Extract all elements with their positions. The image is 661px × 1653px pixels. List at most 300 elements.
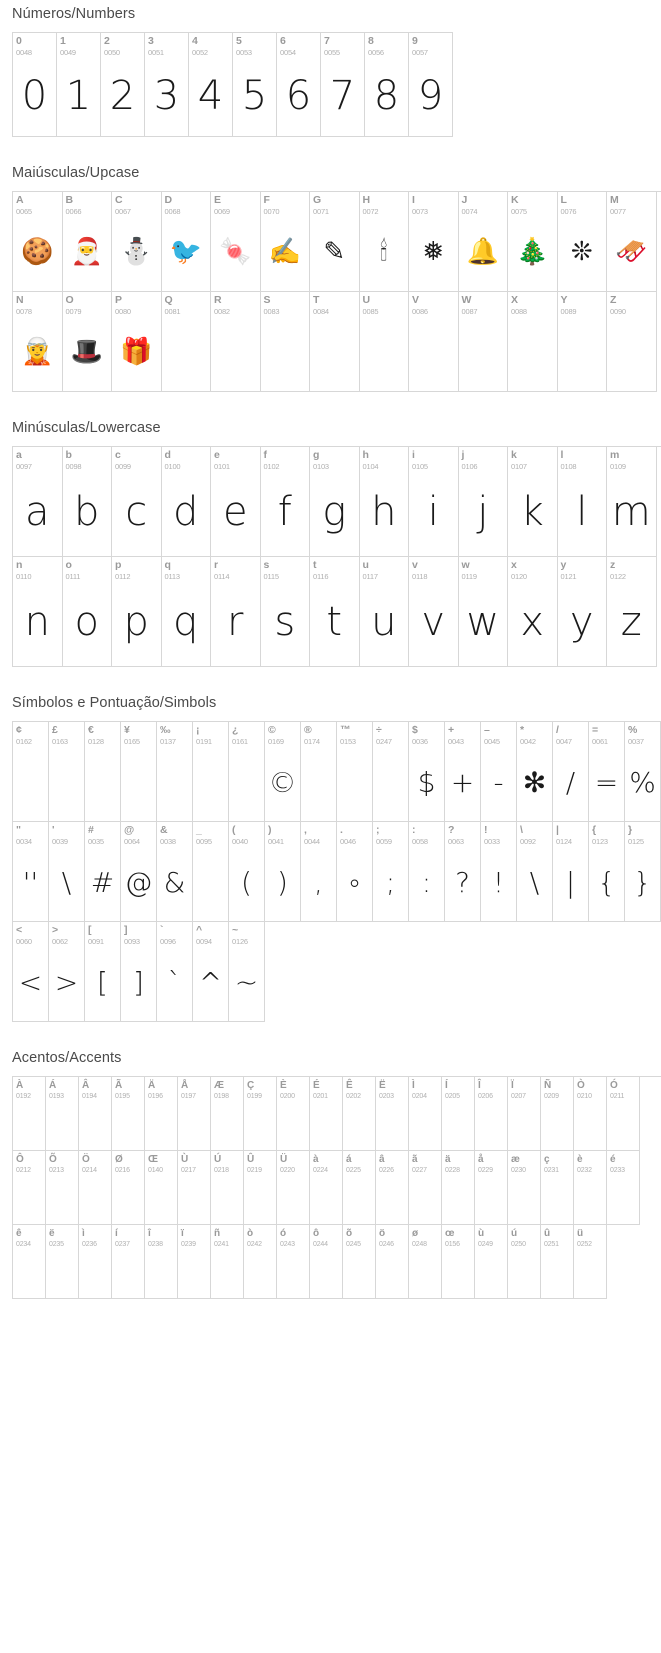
glyph-preview — [277, 1249, 309, 1297]
glyph-cell[interactable] — [574, 1077, 607, 1151]
glyph-code-label: 0121 — [560, 572, 577, 581]
glyph-cell[interactable] — [145, 1151, 178, 1225]
glyph-code-label: 0089 — [560, 307, 577, 316]
glyph-cell[interactable] — [157, 822, 193, 922]
glyph-cell[interactable] — [409, 722, 445, 822]
glyph-cell[interactable] — [376, 1077, 409, 1151]
glyph-cell[interactable] — [321, 33, 365, 137]
glyph-code-label: 0224 — [313, 1167, 328, 1174]
glyph-code-label: 0118 — [412, 572, 428, 581]
glyph-cell[interactable] — [162, 447, 212, 557]
glyph-cell[interactable] — [475, 1225, 508, 1299]
glyph-cell[interactable] — [607, 447, 657, 557]
glyph-cell[interactable] — [162, 192, 212, 292]
glyph-cell[interactable] — [459, 292, 509, 392]
glyph-cell[interactable] — [13, 292, 63, 392]
glyph-preview: 🕯 — [380, 236, 388, 267]
glyph-preview: % — [629, 765, 656, 799]
glyph-code-label: 0204 — [412, 1093, 427, 1100]
glyph-cell[interactable] — [261, 447, 311, 557]
glyph-cell[interactable] — [459, 447, 509, 557]
glyph-cell[interactable] — [13, 822, 49, 922]
glyph-cell[interactable] — [277, 1151, 310, 1225]
glyph-cell[interactable] — [376, 1151, 409, 1225]
glyph-code-label: 0250 — [511, 1241, 526, 1248]
glyph-cell[interactable] — [365, 33, 409, 137]
glyph-char-label: ø — [412, 1228, 419, 1239]
glyph-code-label: 0122 — [610, 572, 626, 581]
glyph-cell[interactable] — [46, 1225, 79, 1299]
glyph-cell[interactable] — [409, 192, 459, 292]
glyph-cell[interactable] — [589, 722, 625, 822]
glyph-cell[interactable] — [244, 1225, 277, 1299]
glyph-code-label: 0046 — [340, 837, 356, 846]
glyph-cell[interactable] — [607, 192, 657, 292]
glyph-cell[interactable] — [63, 447, 113, 557]
glyph-cell[interactable] — [409, 1151, 442, 1225]
glyph-cell[interactable] — [79, 1077, 112, 1151]
glyph-cell[interactable] — [85, 922, 121, 1022]
glyph-cell[interactable] — [178, 1151, 211, 1225]
glyph-cell[interactable] — [558, 292, 608, 392]
glyph-char-label: c — [115, 449, 121, 461]
glyph-preview — [376, 1175, 408, 1223]
glyph-code-label: 0074 — [461, 207, 478, 216]
glyph-cell[interactable] — [277, 1077, 310, 1151]
glyph-code-label: 0055 — [324, 48, 340, 57]
glyph-cell[interactable] — [261, 192, 311, 292]
glyph-preview — [475, 1175, 507, 1223]
glyph-char-label: * — [520, 724, 525, 736]
glyph-code-label: 0086 — [412, 307, 428, 316]
glyph-cell[interactable] — [445, 722, 481, 822]
glyph-cell[interactable] — [112, 557, 162, 667]
glyph-cell[interactable] — [244, 1077, 277, 1151]
glyph-preview: 🔔 — [466, 237, 499, 267]
glyph-cell[interactable] — [625, 722, 661, 822]
glyph-cell[interactable] — [459, 192, 509, 292]
glyph-cell[interactable] — [193, 822, 229, 922]
glyph-char-label: D — [164, 194, 173, 206]
glyph-cell[interactable] — [481, 822, 517, 922]
glyph-cell[interactable] — [409, 447, 459, 557]
glyph-cell[interactable] — [211, 1151, 244, 1225]
glyph-cell[interactable] — [574, 1225, 607, 1299]
glyph-code-label: 0053 — [236, 48, 252, 57]
glyph-preview: 🎅 — [70, 237, 103, 267]
glyph-cell[interactable] — [13, 557, 63, 667]
glyph-cell[interactable] — [607, 1151, 640, 1225]
glyph-code-label: 0227 — [412, 1167, 427, 1174]
glyph-cell[interactable] — [301, 822, 337, 922]
glyph-preview: + — [450, 765, 475, 799]
glyph-char-label: Í — [445, 1080, 448, 1091]
glyph-cell[interactable] — [211, 192, 261, 292]
glyph-preview — [508, 316, 557, 388]
glyph-cell[interactable] — [121, 822, 157, 922]
glyph-preview: p — [123, 599, 149, 645]
glyph-cell[interactable] — [162, 292, 212, 392]
glyph-char-label: L — [560, 194, 567, 206]
glyph-cell[interactable] — [244, 1151, 277, 1225]
glyph-cell[interactable] — [277, 33, 321, 137]
glyph-char-label: \ — [520, 824, 523, 836]
glyph-code-label: 0162 — [16, 737, 32, 746]
glyph-char-label: ñ — [214, 1228, 221, 1239]
glyph-char-label: i — [412, 449, 415, 461]
glyph-code-label: 0083 — [263, 307, 280, 316]
glyph-cell[interactable] — [553, 722, 589, 822]
glyph-char-label: o — [65, 559, 72, 571]
glyph-char-label: ó — [280, 1228, 287, 1239]
glyph-code-label: 0048 — [16, 48, 32, 57]
glyph-cell[interactable] — [178, 1225, 211, 1299]
glyph-cell[interactable] — [376, 1225, 409, 1299]
glyph-cell[interactable] — [193, 722, 229, 822]
glyph-cell[interactable] — [508, 1225, 541, 1299]
glyph-cell[interactable] — [261, 557, 311, 667]
glyph-code-label: 0165 — [124, 737, 140, 746]
glyph-code-label: 0106 — [461, 462, 478, 471]
glyph-preview: k — [520, 489, 544, 535]
glyph-cell[interactable] — [13, 1225, 46, 1299]
glyph-cell[interactable] — [607, 557, 657, 667]
glyph-cell[interactable] — [409, 822, 445, 922]
glyph-preview — [376, 1249, 408, 1297]
glyph-code-label: 0191 — [196, 737, 212, 746]
glyph-code-label: 0245 — [346, 1241, 361, 1248]
glyph-cell[interactable] — [79, 1151, 112, 1225]
glyph-preview — [607, 1101, 639, 1149]
glyph-cell[interactable] — [229, 822, 265, 922]
glyph-cell[interactable] — [85, 822, 121, 922]
glyph-preview — [46, 1249, 78, 1297]
glyph-preview — [49, 746, 84, 818]
glyph-cell[interactable] — [211, 557, 261, 667]
glyph-cell[interactable] — [13, 1151, 46, 1225]
glyph-cell[interactable] — [574, 1151, 607, 1225]
glyph-code-label: 0099 — [115, 462, 131, 471]
glyph-cell[interactable] — [145, 1077, 178, 1151]
glyph-preview: 8 — [373, 73, 400, 119]
glyph-preview — [112, 1101, 144, 1149]
glyph-cell[interactable] — [508, 292, 558, 392]
glyph-cell[interactable] — [229, 722, 265, 822]
glyph-cell[interactable] — [261, 292, 311, 392]
glyph-code-label: 0114 — [214, 572, 230, 581]
glyph-char-label: ‰ — [160, 724, 171, 736]
glyph-cell[interactable] — [13, 1077, 46, 1151]
glyph-cell[interactable] — [360, 292, 410, 392]
glyph-code-label: 0201 — [313, 1093, 328, 1100]
glyph-code-label: 0093 — [124, 937, 140, 946]
glyph-code-label: 0088 — [511, 307, 527, 316]
glyph-cell[interactable] — [265, 822, 301, 922]
glyph-cell[interactable] — [337, 722, 373, 822]
glyph-cell[interactable] — [162, 557, 212, 667]
glyph-preview — [229, 746, 264, 818]
glyph-preview — [459, 316, 508, 388]
glyph-char-label: ç — [544, 1154, 550, 1165]
glyph-cell[interactable] — [310, 1151, 343, 1225]
glyph-cell[interactable] — [310, 192, 360, 292]
glyph-char-label: m — [610, 449, 620, 461]
glyph-code-label: 0243 — [280, 1241, 295, 1248]
glyph-cell[interactable] — [481, 722, 517, 822]
glyph-cell[interactable] — [517, 722, 553, 822]
glyph-char-label: e — [214, 449, 220, 461]
glyph-cell[interactable] — [541, 1151, 574, 1225]
glyph-cell[interactable] — [265, 722, 301, 822]
glyph-cell[interactable] — [13, 192, 63, 292]
glyph-preview: d — [173, 489, 199, 535]
glyph-char-label: ÷ — [376, 724, 382, 736]
glyph-cell[interactable] — [508, 447, 558, 557]
glyph-cell[interactable] — [49, 822, 85, 922]
glyph-cell[interactable] — [607, 1077, 640, 1151]
glyph-cell[interactable] — [475, 1151, 508, 1225]
glyph-cell[interactable] — [211, 447, 261, 557]
glyph-preview — [121, 746, 156, 818]
glyph-preview — [145, 1249, 177, 1297]
glyph-cell[interactable] — [360, 557, 410, 667]
glyph-code-label: 0235 — [49, 1241, 64, 1248]
glyph-char-label: Å — [181, 1080, 189, 1091]
glyph-char-label: Ù — [181, 1154, 189, 1165]
glyph-code-label: 0044 — [304, 837, 320, 846]
glyph-char-label: B — [65, 194, 74, 206]
glyph-preview: , — [314, 865, 323, 899]
glyph-preview: 2 — [109, 73, 136, 119]
glyph-code-label: 0039 — [52, 837, 68, 846]
glyph-grid — [12, 446, 661, 667]
glyph-cell[interactable] — [145, 1225, 178, 1299]
glyph-cell[interactable] — [310, 447, 360, 557]
glyph-cell[interactable] — [13, 447, 63, 557]
glyph-preview — [277, 1175, 309, 1223]
glyph-code-label: 0108 — [560, 462, 577, 471]
glyph-preview — [508, 1175, 540, 1223]
glyph-cell[interactable] — [57, 33, 101, 137]
glyph-cell[interactable] — [409, 1225, 442, 1299]
glyph-code-label: 0236 — [82, 1241, 97, 1248]
glyph-cell[interactable] — [121, 722, 157, 822]
glyph-cell[interactable] — [343, 1225, 376, 1299]
glyph-code-label: 0047 — [556, 737, 572, 746]
glyph-cell[interactable] — [558, 192, 608, 292]
glyph-char-label: 8 — [368, 35, 374, 47]
glyph-code-label: 0101 — [214, 462, 230, 471]
glyph-cell[interactable] — [409, 292, 459, 392]
glyph-cell[interactable] — [112, 1077, 145, 1151]
glyph-cell[interactable] — [211, 1077, 244, 1151]
glyph-char-label: s — [263, 559, 270, 571]
glyph-code-label: 0079 — [65, 307, 82, 316]
glyph-cell[interactable] — [112, 447, 162, 557]
glyph-cell[interactable] — [157, 722, 193, 822]
glyph-cell[interactable] — [189, 33, 233, 137]
glyph-cell[interactable] — [541, 1077, 574, 1151]
glyph-cell[interactable] — [211, 292, 261, 392]
glyph-cell[interactable] — [508, 1077, 541, 1151]
glyph-preview: \ — [529, 865, 540, 899]
glyph-cell[interactable] — [157, 922, 193, 1022]
glyph-cell[interactable] — [558, 557, 608, 667]
glyph-preview: b — [74, 489, 100, 535]
glyph-code-label: 0216 — [115, 1167, 130, 1174]
glyph-cell[interactable] — [13, 722, 49, 822]
glyph-char-label: ; — [376, 824, 380, 836]
glyph-code-label: 0232 — [577, 1167, 592, 1174]
glyph-char-label: r — [214, 559, 219, 571]
glyph-cell[interactable] — [459, 557, 509, 667]
glyph-cell[interactable] — [310, 1225, 343, 1299]
glyph-preview: ` — [167, 965, 182, 999]
glyph-cell[interactable] — [373, 722, 409, 822]
glyph-cell[interactable] — [409, 1077, 442, 1151]
glyph-char-label: É — [313, 1080, 320, 1091]
glyph-char-label: Ç — [247, 1080, 255, 1091]
section-lowercase — [0, 414, 661, 667]
glyph-cell[interactable] — [178, 1077, 211, 1151]
glyph-cell[interactable] — [310, 1077, 343, 1151]
glyph-code-label: 0098 — [65, 462, 82, 471]
glyph-cell[interactable] — [409, 557, 459, 667]
glyph-char-label: G — [313, 194, 322, 206]
glyph-code-label: 0196 — [148, 1093, 163, 1100]
glyph-cell[interactable] — [63, 557, 113, 667]
glyph-code-label: 0124 — [556, 837, 572, 846]
glyph-code-label: 0096 — [160, 937, 176, 946]
glyph-cell[interactable] — [63, 292, 113, 392]
glyph-cell[interactable] — [360, 447, 410, 557]
glyph-cell[interactable] — [508, 1151, 541, 1225]
glyph-preview — [193, 746, 228, 818]
glyph-char-label: 2 — [104, 35, 110, 47]
glyph-cell[interactable] — [49, 722, 85, 822]
glyph-char-label: C — [115, 194, 123, 206]
glyph-cell[interactable] — [517, 822, 553, 922]
glyph-cell[interactable] — [233, 33, 277, 137]
glyph-cell[interactable] — [541, 1225, 574, 1299]
glyph-code-label: 0123 — [592, 837, 608, 846]
glyph-cell[interactable] — [508, 557, 558, 667]
glyph-preview — [85, 746, 120, 818]
glyph-code-label: 0092 — [520, 837, 536, 846]
glyph-cell[interactable] — [121, 922, 157, 1022]
glyph-cell[interactable] — [112, 1225, 145, 1299]
glyph-cell[interactable] — [63, 192, 113, 292]
glyph-char-label: 7 — [324, 35, 330, 47]
glyph-cell[interactable] — [475, 1077, 508, 1151]
glyph-code-label: 0195 — [115, 1093, 130, 1100]
glyph-cell[interactable] — [558, 447, 608, 557]
glyph-cell[interactable] — [13, 922, 49, 1022]
glyph-preview — [541, 1249, 573, 1297]
glyph-cell[interactable] — [49, 922, 85, 1022]
glyph-cell[interactable] — [343, 1151, 376, 1225]
glyph-code-label: 0070 — [263, 207, 280, 216]
glyph-cell[interactable] — [445, 822, 481, 922]
glyph-cell[interactable] — [85, 722, 121, 822]
glyph-cell[interactable] — [229, 922, 265, 1022]
glyph-cell[interactable] — [508, 192, 558, 292]
glyph-cell[interactable] — [112, 1151, 145, 1225]
glyph-code-label: 0244 — [313, 1241, 328, 1248]
glyph-cell[interactable] — [211, 1225, 244, 1299]
glyph-cell[interactable] — [625, 822, 661, 922]
glyph-cell[interactable] — [101, 33, 145, 137]
glyph-char-label: Â — [82, 1080, 90, 1091]
glyph-char-label: . — [340, 824, 343, 836]
glyph-code-label: 0109 — [610, 462, 626, 471]
glyph-cell[interactable] — [310, 557, 360, 667]
glyph-char-label: 0 — [16, 35, 22, 47]
glyph-cell[interactable] — [360, 192, 410, 292]
glyph-code-label: 0063 — [448, 837, 464, 846]
glyph-cell[interactable] — [442, 1077, 475, 1151]
glyph-cell[interactable] — [553, 822, 589, 922]
glyph-char-label: € — [88, 724, 94, 736]
glyph-char-label: Õ — [49, 1154, 57, 1165]
glyph-cell[interactable] — [79, 1225, 112, 1299]
glyph-char-label: è — [577, 1154, 583, 1165]
glyph-cell[interactable] — [310, 292, 360, 392]
glyph-preview — [508, 1249, 540, 1297]
glyph-cell[interactable] — [112, 292, 162, 392]
glyph-preview: 0 — [21, 73, 48, 119]
glyph-preview: ∘ — [345, 865, 364, 899]
glyph-cell[interactable] — [301, 722, 337, 822]
glyph-cell[interactable] — [112, 192, 162, 292]
glyph-cell[interactable] — [337, 822, 373, 922]
glyph-code-label: 0040 — [232, 837, 248, 846]
glyph-char-label: Ì — [412, 1080, 415, 1091]
glyph-cell[interactable] — [373, 822, 409, 922]
glyph-cell[interactable] — [145, 33, 189, 137]
glyph-preview — [13, 1101, 45, 1149]
glyph-code-label: 0137 — [160, 737, 176, 746]
glyph-cell[interactable] — [409, 33, 453, 137]
glyph-cell[interactable] — [343, 1077, 376, 1151]
glyph-cell[interactable] — [442, 1151, 475, 1225]
glyph-cell[interactable] — [589, 822, 625, 922]
glyph-preview — [373, 746, 408, 818]
glyph-code-label: 0249 — [478, 1241, 493, 1248]
glyph-char-label: A — [16, 194, 24, 206]
glyph-code-label: 0085 — [362, 307, 379, 316]
glyph-code-label: 0097 — [16, 462, 32, 471]
glyph-code-label: 0094 — [196, 937, 212, 946]
glyph-code-label: 0200 — [280, 1093, 295, 1100]
glyph-code-label: 0067 — [115, 207, 131, 216]
glyph-preview — [145, 1101, 177, 1149]
glyph-cell[interactable] — [13, 33, 57, 137]
glyph-cell[interactable] — [442, 1225, 475, 1299]
glyph-preview: 3 — [153, 73, 180, 119]
glyph-code-label: 0084 — [313, 307, 329, 316]
glyph-cell[interactable] — [46, 1077, 79, 1151]
glyph-preview — [178, 1249, 210, 1297]
glyph-cell[interactable] — [607, 292, 657, 392]
glyph-cell[interactable] — [46, 1151, 79, 1225]
glyph-char-label: é — [610, 1154, 616, 1165]
glyph-char-label: p — [115, 559, 122, 571]
glyph-cell[interactable] — [193, 922, 229, 1022]
glyph-preview: : — [421, 865, 432, 899]
glyph-cell[interactable] — [277, 1225, 310, 1299]
glyph-code-label: 0080 — [115, 307, 131, 316]
